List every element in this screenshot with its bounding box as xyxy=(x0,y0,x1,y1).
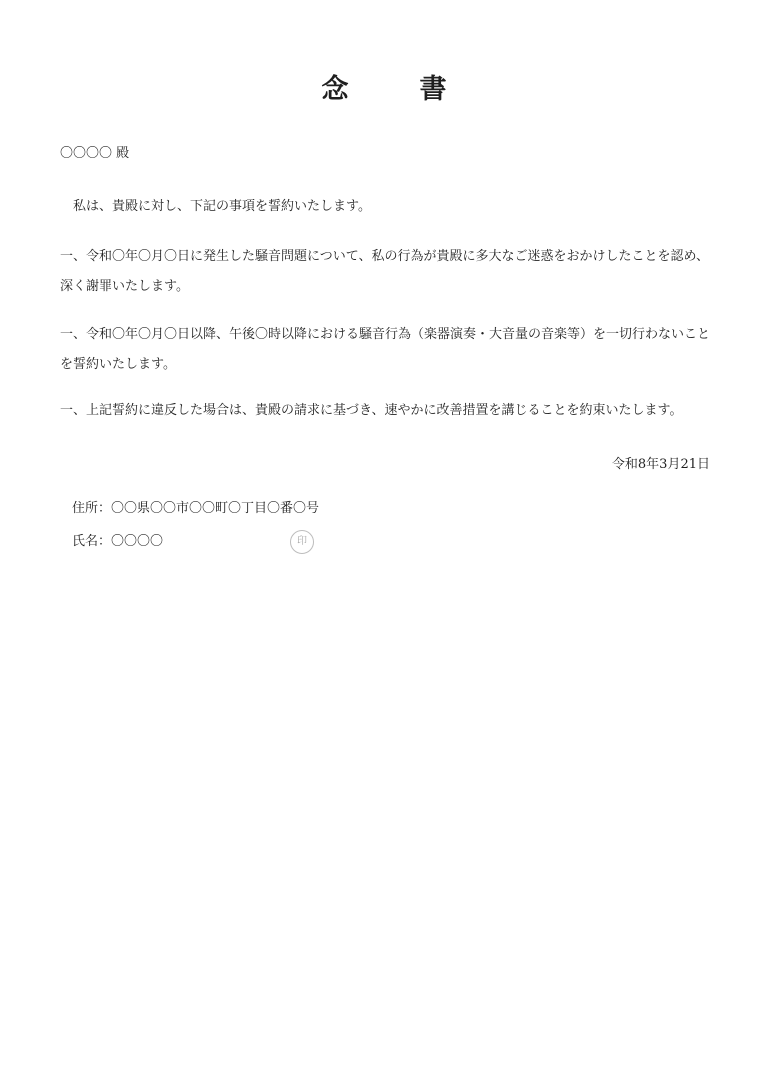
name-value: 〇〇〇〇 xyxy=(111,534,164,549)
clause-apology: 一、令和〇年〇月〇日に発生した騒音問題について、私の行為が貴殿に多大なご迷惑をおかけしたことを認め、深く謝罪いたします。 xyxy=(60,249,709,294)
address-label: 住所： xyxy=(72,501,112,516)
address-value: 〇〇県〇〇市〇〇町〇丁目〇番〇号 xyxy=(111,501,320,516)
clause-violation: 一、上記誓約に違反した場合は、貴殿の請求に基づき、速やかに改善措置を講じることを約束いたします。 xyxy=(60,403,683,418)
document-date: 令和8年3月21日 xyxy=(611,457,710,472)
name-label: 氏名： xyxy=(72,534,112,549)
signature-address-row xyxy=(72,499,319,519)
document-title: 念 書 xyxy=(321,74,469,105)
seal-stamp-icon: 印 xyxy=(290,530,314,554)
intro-text: 私は、貴殿に対し、下記の事項を誓約いたします。 xyxy=(73,199,371,214)
clause-pledge: 一、令和〇年〇月〇日以降、午後〇時以降における騒音行為（楽器演奏・大音量の音楽等）を一切行わないことを誓約いたします。 xyxy=(60,327,711,372)
intro-paragraph xyxy=(60,197,371,217)
addressee: 〇〇〇〇 殿 xyxy=(60,146,130,161)
signature-name-row xyxy=(72,532,163,552)
